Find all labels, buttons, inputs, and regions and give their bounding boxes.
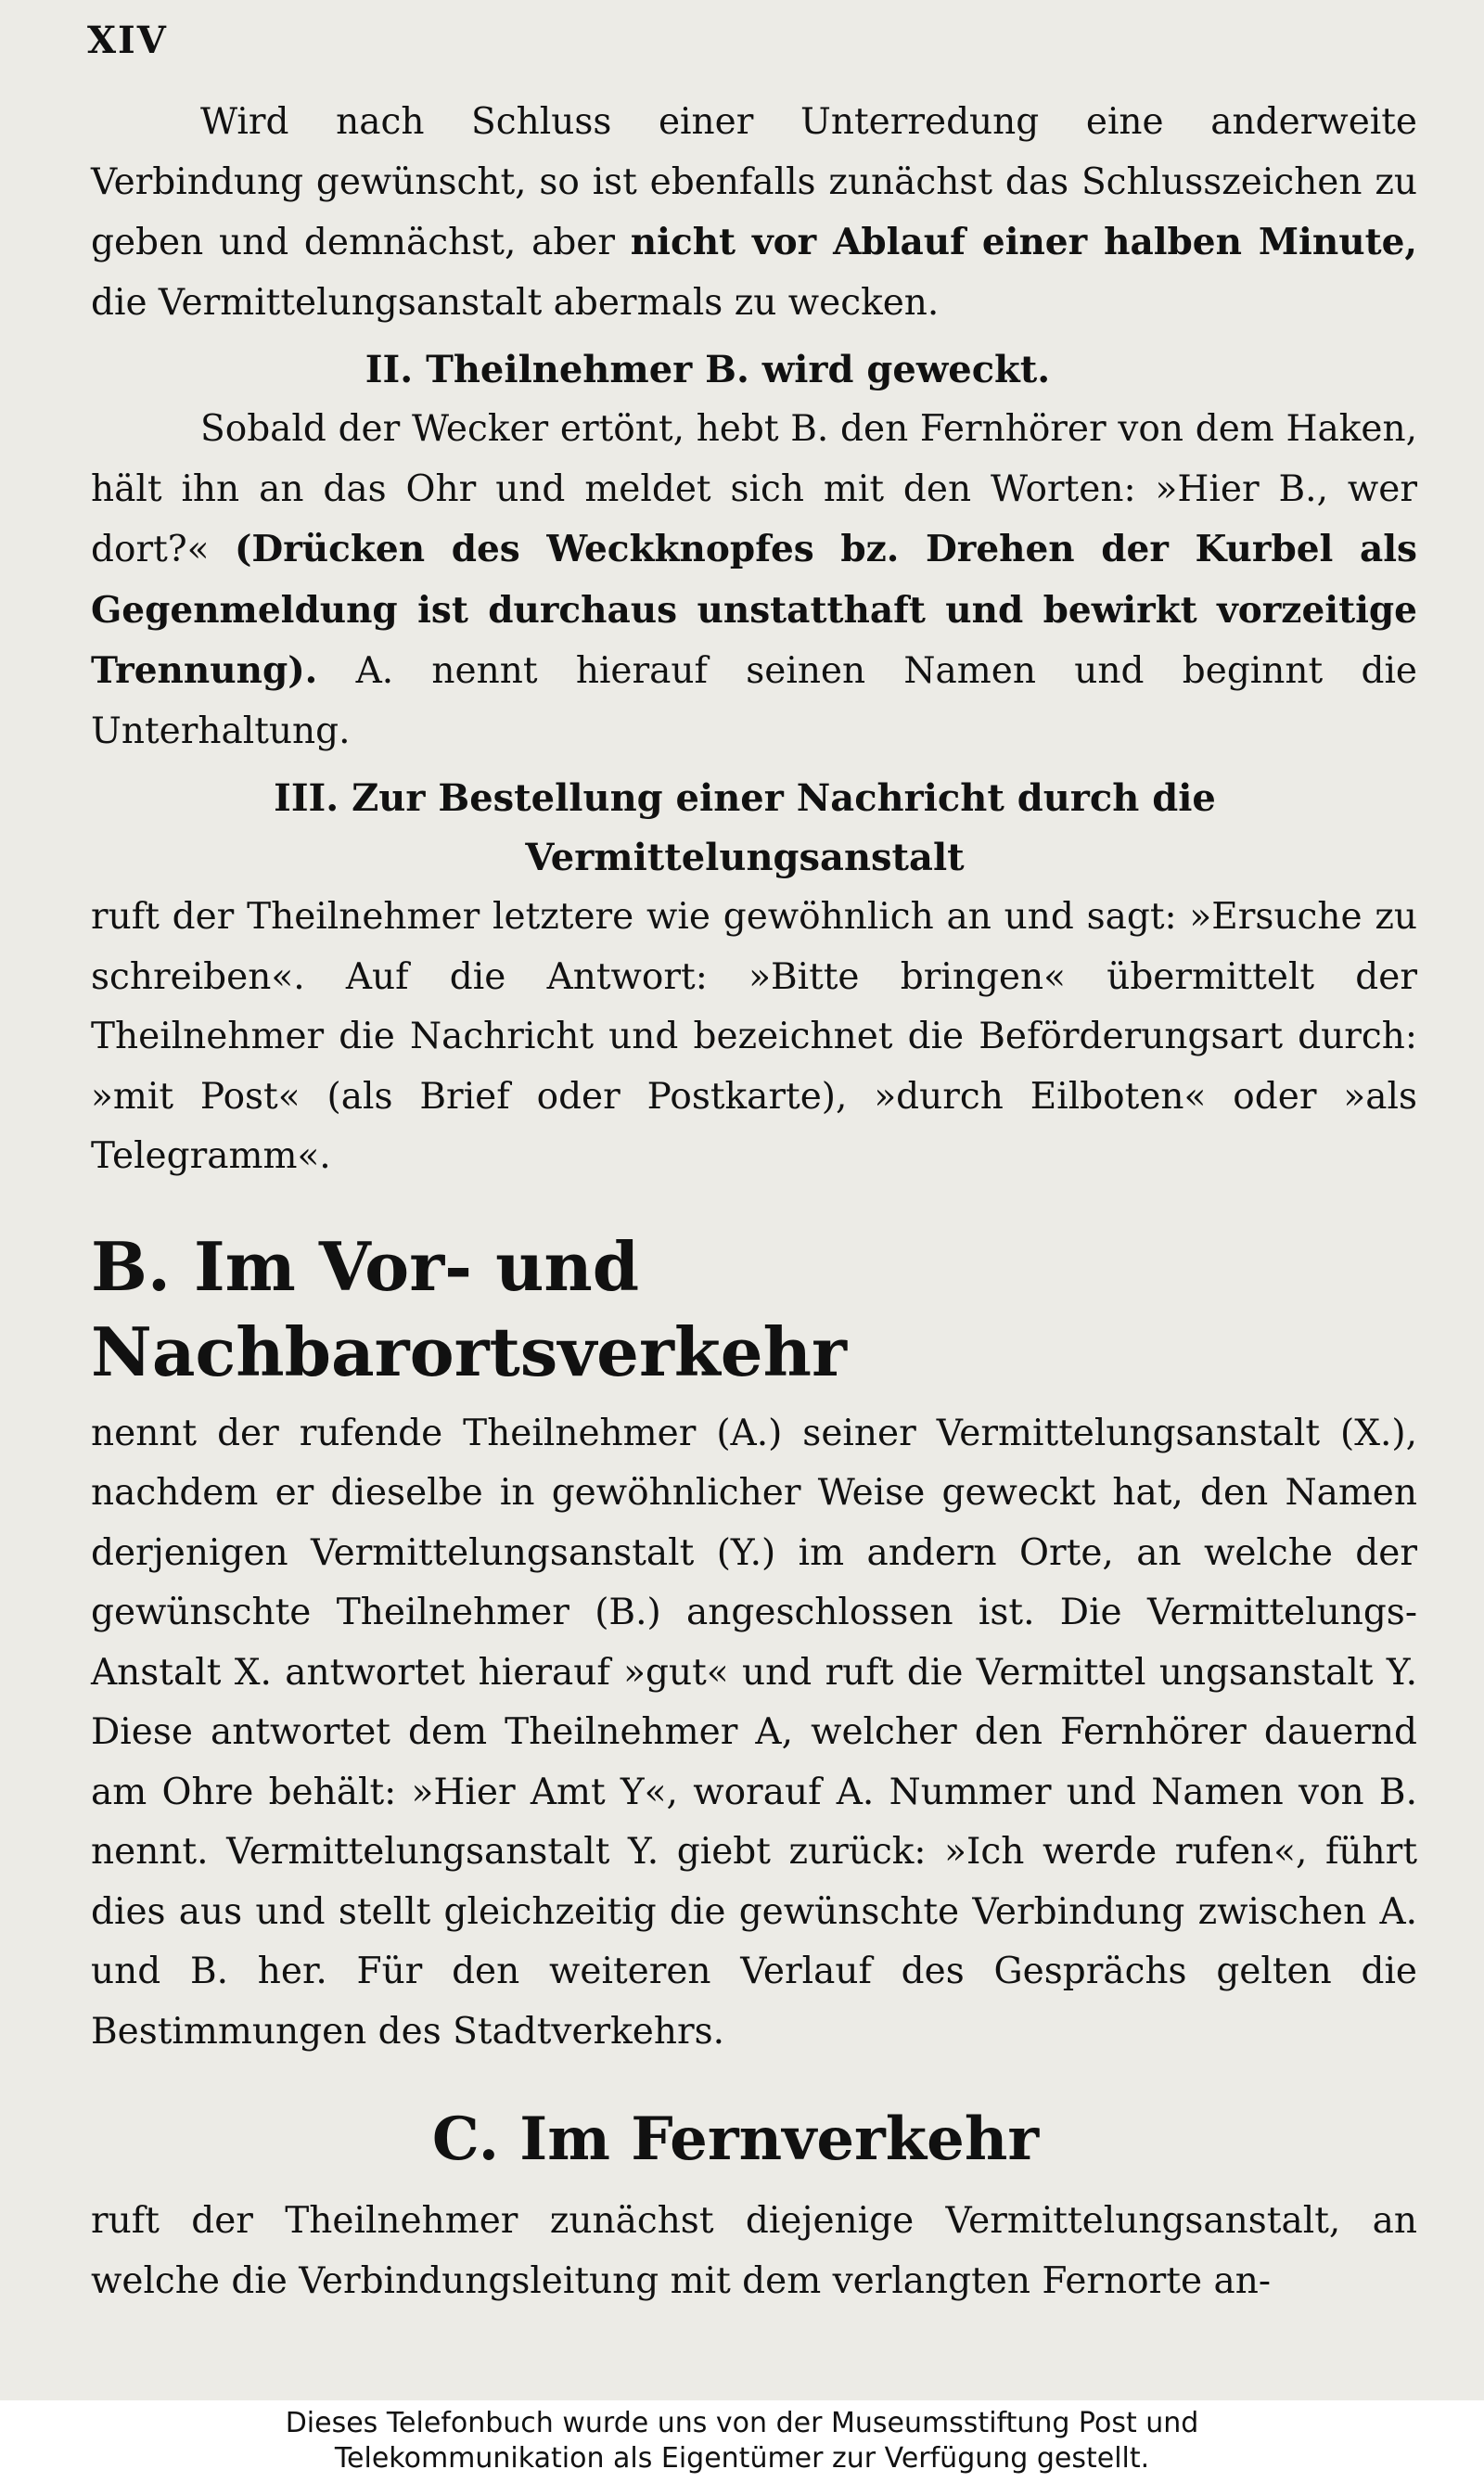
section-3-heading [91,769,1417,888]
section-2-text-1: Sobald der Wecker ertönt, hebt B. den Fernhörer von dem Haken, hält ihn an das Ohr und meldet sich mit den Worten: »Hier B., wer dort?« [91,408,1417,570]
intro-text-1: Wird nach Schluss einer Unterredung eine anderweite Verbindung gewünscht, so ist ebenfalls zunächst das Schlusszeichen zu geben und demnächst, aber [91,101,1417,263]
section-2-heading: II. Theilnehmer B. wird geweckt. [365,348,1051,391]
intro-text-2: die Vermittelungsanstalt abermals zu wecken. [91,281,940,324]
section-2-emphasis: (Drücken des Weckknopfes bz. Drehen der Kurbel als Gegenmeldung ist durchaus unstatthaft und bewirkt vorzeitige Trennung). [91,528,1417,692]
page-content [91,93,1417,2311]
footer-line-1: Dieses Telefonbuch wurde uns von der Museumsstiftung Post und [285,2407,1199,2439]
intro-paragraph [91,93,1417,333]
section-c-heading: C. Im Fernverkehr [431,2105,1040,2174]
section-2-text-2: A. nennt hierauf seinen Namen und beginnt die Unterhaltung. [91,650,1417,752]
section-3-heading-line-2: Vermittelungsanstalt [525,836,965,879]
section-c-paragraph: ruft der Theilnehmer zunächst diejenige Vermittelungsanstalt, an welche die Verbindungsleitung mit dem verlangten Fernorte an- [91,2200,1417,2302]
section-b-heading: B. Im Vor- und Nachbarortsverkehr [91,1226,847,1391]
attribution-footer [0,2400,1484,2482]
footer-line-2: Telekommunikation als Eigentümer zur Verfügung gestellt. [334,2442,1150,2475]
page-number: XIV [87,19,168,62]
section-3-paragraph: ruft der Theilnehmer letztere wie gewöhnlich an und sagt: »Ersuche zu schreiben«. Auf die Antwort: »Bitte bringen« übermittelt der Theilnehmer die Nachricht und bezeichnet die Beförderungsart durch: »mit Post« (als Brief oder Postkarte), »durch Eilboten« oder »als Telegramm«. [91,896,1417,1177]
section-b-paragraph: nennt der rufende Theilnehmer (A.) seiner Vermittelungsanstalt (X.), nachdem er dieselbe in gewöhnlicher Weise geweckt hat, den Namen derjenigen Vermittelungsanstalt (Y.) im andern Orte, an welche der gewünschte Theilnehmer (B.) angeschlossen ist. Die Vermittelungs-Anstalt X. antwortet hierauf »gut« und ruft die Vermittel ungsanstalt Y. Diese antwortet dem Theilnehmer A, welcher den Fernhörer dauernd am Ohre behält: »Hier Amt Y«, worauf A. Nummer und Namen von B. nennt. Vermittelungsanstalt Y. giebt zurück: »Ich werde rufen«, führt dies aus und stellt gleichzeitig die gewünschte Verbindung zwischen A. und B. her. Für den weiteren Verlauf des Gesprächs gelten die Bestimmungen des Stadtverkehrs. [91,1412,1417,2053]
section-3-heading-line-1: III. Zur Bestellung einer Nachricht durch die [274,776,1216,820]
section-2-paragraph [91,400,1417,761]
intro-emphasis: nicht vor Ablauf einer halben Minute, [630,221,1417,263]
